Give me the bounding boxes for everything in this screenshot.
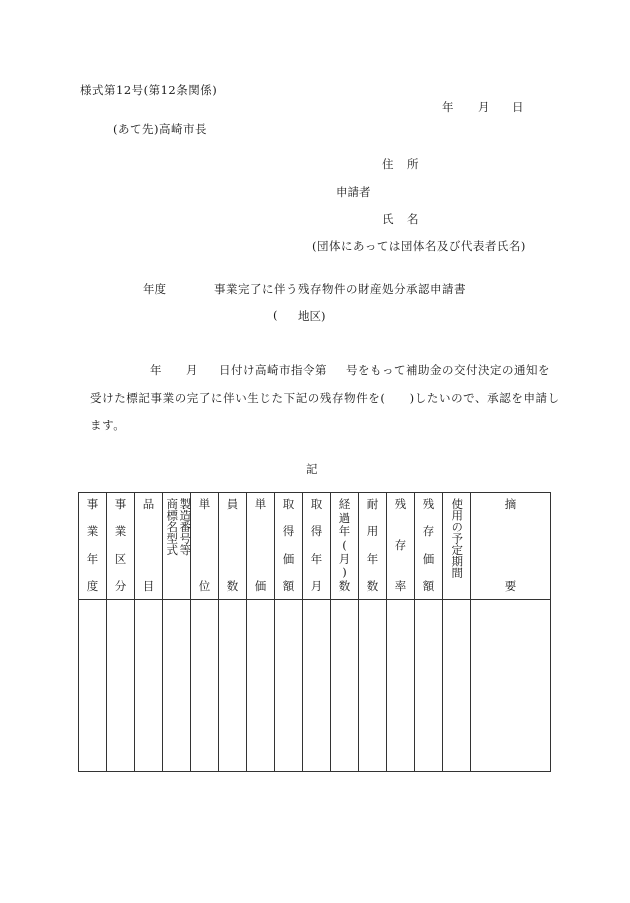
table-cell[interactable] [107,600,135,772]
address-label: 住 所 [382,157,420,171]
header-cell [191,493,219,600]
header-note: 製造番号等 [178,498,193,556]
property-table [78,492,551,772]
header-label: 摘 要 [504,497,517,593]
body-year: 年 [150,363,162,377]
district-open: ( [273,308,278,322]
header-cell [107,493,135,600]
header-cell [443,493,471,600]
table-cell[interactable] [415,600,443,772]
header-cell [79,493,107,600]
body-line-2: 受けた標記事業の完了に伴い生じた下記の残存物件を( )したいので、承認を申請し [90,391,560,405]
header-label: 単 位 [198,497,211,593]
header-label: 事 業 区 分 [114,497,127,593]
table-cell[interactable] [275,600,303,772]
header-label: 残 存 価 額 [422,497,435,593]
table-cell[interactable] [443,600,471,772]
header-cell [359,493,387,600]
header-cell [415,493,443,600]
header-cell [275,493,303,600]
ki-heading: 記 [306,462,318,476]
document-title: 事業完了に伴う残存物件の財産処分承認申請書 [214,282,466,296]
table-cell[interactable] [79,600,107,772]
header-cell [163,493,191,600]
date-day-label: 日 [512,100,524,114]
header-cell [387,493,415,600]
header-label: 事 業 年 度 [86,497,99,593]
table-cell[interactable] [163,600,191,772]
header-label: 経 過 年 ( 月 ) 数 [338,497,351,593]
header-label: 品 目 [142,497,155,593]
header-cell [331,493,359,600]
header-label: 残 存 率 [394,497,407,593]
header-cell [247,493,275,600]
applicant-label: 申請者 [336,185,371,199]
title-year: 年度 [143,282,166,296]
table-row [79,600,551,772]
header-label: 商標名型式 [165,498,180,556]
body-line-3: ます。 [90,418,126,432]
header-label: 耐 用 年 数 [366,497,379,593]
table-header-row [79,493,551,600]
date-month-label: 月 [478,100,490,114]
table-cell[interactable] [331,600,359,772]
district-label: 地区) [298,309,326,323]
body-number-suffix: 号をもって補助金の交付決定の通知を [346,363,550,377]
header-cell [303,493,331,600]
table-cell[interactable] [471,600,551,772]
table-cell[interactable] [135,600,163,772]
body-dated: 日付け高崎市指令第 [219,363,327,377]
addressee: (あて先)高崎市長 [113,122,207,136]
header-label: 取 得 価 額 [282,497,295,593]
table-cell[interactable] [303,600,331,772]
table-cell[interactable] [219,600,247,772]
header-label: 使用の予定期間 [450,498,465,579]
header-cell [219,493,247,600]
date-year-label: 年 [442,100,454,114]
table-cell[interactable] [191,600,219,772]
header-label: 員 数 [226,497,239,593]
header-label: 取 得 年 月 [310,497,323,593]
body-month: 月 [186,363,198,377]
table-cell[interactable] [247,600,275,772]
header-cell [471,493,551,600]
table-cell[interactable] [387,600,415,772]
form-number: 様式第12号(第12条関係) [80,83,218,97]
name-note: (団体にあっては団体名及び代表者氏名) [312,239,526,253]
name-label: 氏 名 [382,212,420,226]
header-label: 単 価 [254,497,267,593]
header-cell [135,493,163,600]
table-cell[interactable] [359,600,387,772]
